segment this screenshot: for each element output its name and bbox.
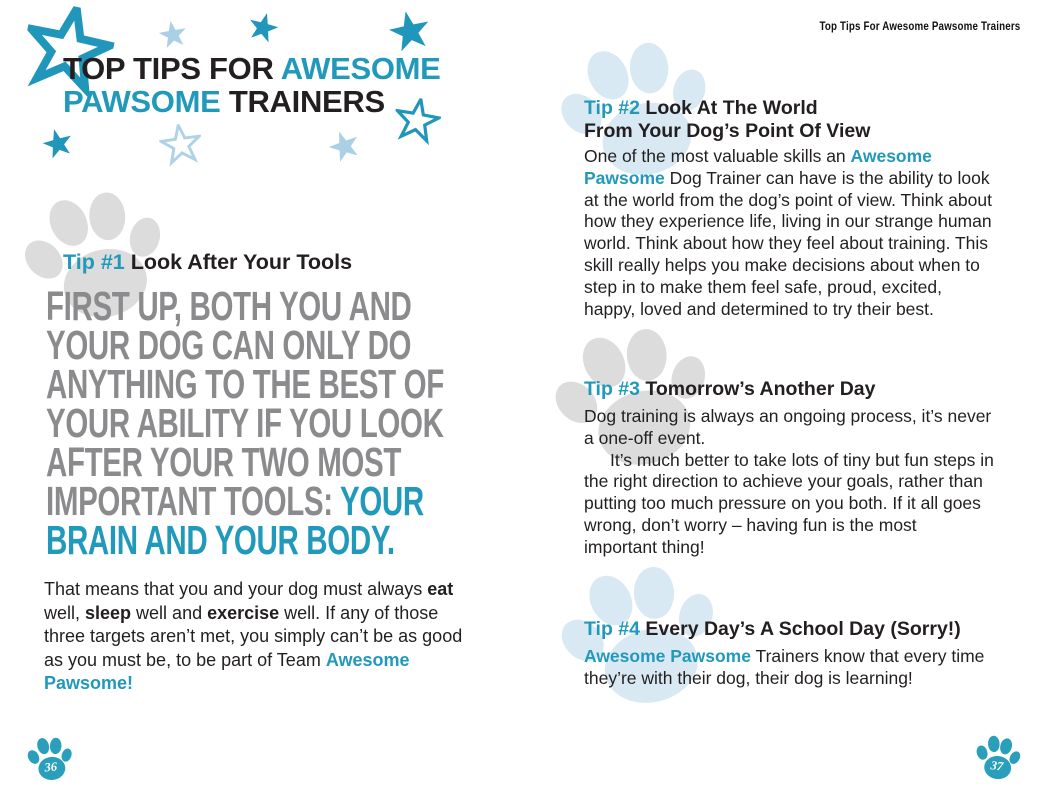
star-icon <box>157 121 204 168</box>
tip1-pull-quote: FIRST UP, BOTH YOU AND YOUR DOG CAN ONLY DO ANYTHING TO THE BEST OF YOUR ABILITY IF YOU LOOK AFTER YOUR TWO MOST IMPORTANT TOOLS: YOUR BRAIN AND YOUR BODY. <box>46 283 444 563</box>
tip3-paragraph-1: Dog training is always an ongoing process, it’s never a one-off event. <box>584 406 992 448</box>
running-header: Top Tips For Awesome Pawsome Trainers <box>819 21 1020 33</box>
page-number-left: 36 <box>43 759 58 775</box>
tip2-heading: Tip #2 Look At The World From Your Dog’s Point Of View <box>584 97 871 142</box>
star-icon <box>156 18 191 53</box>
tip1-heading: Tip #1 Look After Your Tools <box>63 250 353 274</box>
tip3-body-text <box>584 406 994 559</box>
tip4-heading: Tip #4 Every Day’s A School Day (Sorry!) <box>584 618 961 640</box>
tip3-paragraph-2: It’s much better to take lots of tiny but fun steps in the right direction to achieve your goals, rather than putting too much pressure on you both. If it all goes wrong, don’t worry – having fun is the most important thing! <box>584 449 994 557</box>
page-number-paw-right <box>971 730 1024 783</box>
star-icon <box>323 125 365 167</box>
star-icon <box>243 8 282 47</box>
star-icon <box>38 124 77 163</box>
page-title: TOP TIPS FOR AWESOME PAWSOME TRAINERS <box>63 51 441 119</box>
tip1-body-text: That means that you and your dog must always eat well, sleep well and exercise well. If any of those three targets aren’t met, you simply can’t be as good as you must be, to be part of Team Awesome Pawsome! <box>44 579 463 693</box>
tip4-body-text: Awesome Pawsome Trainers know that every time they’re with their dog, their dog is learning! <box>584 646 985 688</box>
tip3-heading: Tip #3 Tomorrow’s Another Day <box>584 378 876 400</box>
page-number-paw-left <box>24 732 76 784</box>
tip2-body-text: One of the most valuable skills an Awesome Pawsome Dog Trainer can have is the ability to look at the world from the dog’s point of view. Think about how they experience life, living in our strange human world. Think about how they feel about training. This skill really helps you make decisions about when to step in to make them feel safe, proud, excited, happy, loved and determined to try their best. <box>584 146 992 319</box>
page-number-right: 37 <box>989 758 1004 774</box>
